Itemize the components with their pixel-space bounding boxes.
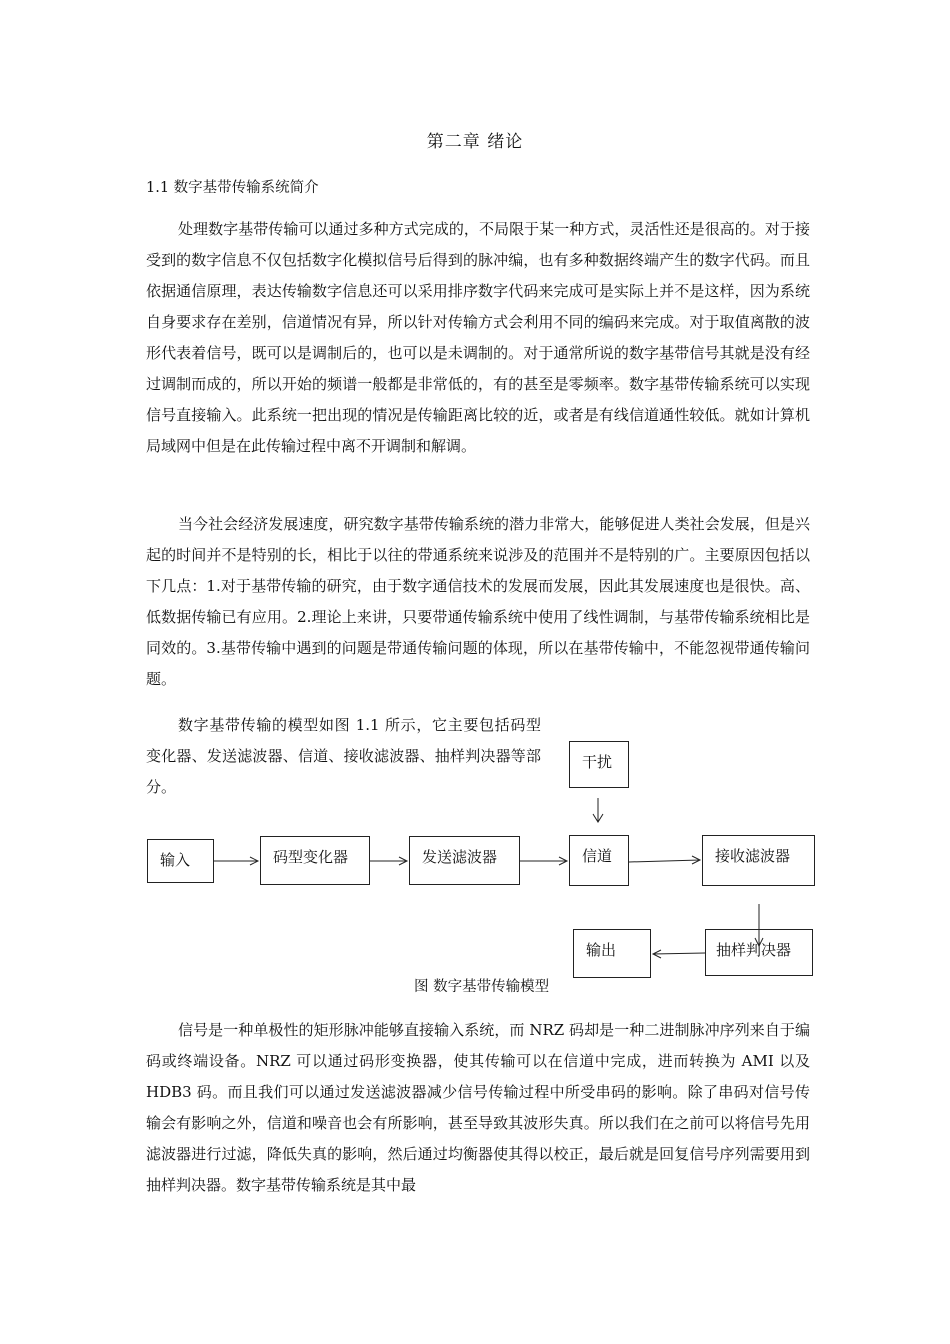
output-block: 输出 (573, 929, 651, 978)
paragraph-development: 当今社会经济发展速度，研究数字基带传输系统的潜力非常大，能够促进人类社会发展，但是兴起的时间并不是特别的长，相比于以往的带通系统来说涉及的范围并不是特别的广。主要原因包括以下几点：1.对于基带传输的研究，由于数字通信技术的发展而发展，因此其发展速度也是很快。高、低数据传输已有应用。2.理论上来讲，只要带通传输系统中使用了线性调制，与基带传输系统相比是同效的。3.基带传输中遇到的问题是带通传输问题的体现，所以在基带传输中，不能忽视带通传输问题。 (146, 515, 810, 688)
chapter-title: 第二章 绪论 (426, 132, 524, 152)
arrowhead-converter (250, 857, 258, 865)
send-filter-block: 发送滤波器 (409, 836, 520, 885)
arrowhead-channel (559, 857, 567, 865)
interference-block: 干扰 (569, 741, 629, 788)
paragraph-signal-description: 信号是一种单极性的矩形脉冲能够直接输入系统，而 NRZ 码却是一种二进制脉冲序列来自于编码或终端设备。NRZ 可以通过码形变换器，使其传输可以在信道中完成，进而转换为 AMI 以及 HDB3 码。而且我们可以通过发送滤波器减少信号传输过程中所受串码的影响。除了串码对信号传输会有影响之外，信道和噪音也会有所影响，甚至导致其波形失真。所以我们在之前可以将信号先用滤波器进行过滤，降低失真的影响，然后通过均衡器使其得以校正，最后就是回复信号序列需要用到抽样判决器。数字基带传输系统是其中最 (146, 1021, 810, 1194)
arrowhead-interference (593, 814, 603, 822)
arrowhead-receive (692, 856, 700, 864)
figure-caption: 图 数字基带传输模型 (414, 979, 550, 995)
channel-block: 信道 (569, 835, 629, 886)
arrowhead-send (399, 857, 407, 865)
code-converter-block: 码型变化器 (260, 836, 370, 885)
arrowhead-output (653, 950, 661, 958)
receive-filter-block: 接收滤波器 (702, 835, 815, 886)
section-heading: 1.1 数字基带传输系统简介 (146, 180, 319, 196)
paragraph-model-intro: 数字基带传输的模型如图 1.1 所示，它主要包括码型变化器、发送滤波器、信道、接收滤波器、抽样判决器等部分。 (146, 716, 541, 796)
sampler-block: 抽样判决器 (705, 929, 813, 976)
paragraph-intro: 处理数字基带传输可以通过多种方式完成的，不局限于某一种方式，灵活性还是很高的。对于接受到的数字信息不仅包括数字化模拟信号后得到的脉冲编，也有多种数据终端产生的数字代码。而且依据通信原理，表达传输数字信息还可以采用排序数字代码来完成可是实际上并不是这样，因为系统自身要求存在差别，信道情况有异，所以针对传输方式会利用不同的编码来完成。对于取值离散的波形代表着信号，既可以是调制后的，也可以是未调制的。对于通常所说的数字基带信号其就是没有经过调制而成的，所以开始的频谱一般都是非常低的，有的甚至是零频率。数字基带传输系统可以实现信号直接输入。此系统一把出现的情况是传输距离比较的近，或者是有线信道通性较低。就如计算机局域网中但是在此传输过程中离不开调制和解调。 (146, 220, 810, 455)
input-block: 输入 (147, 839, 214, 883)
arrow-channel-to-receive (629, 860, 700, 862)
arrow-sampler-to-output (653, 953, 705, 954)
